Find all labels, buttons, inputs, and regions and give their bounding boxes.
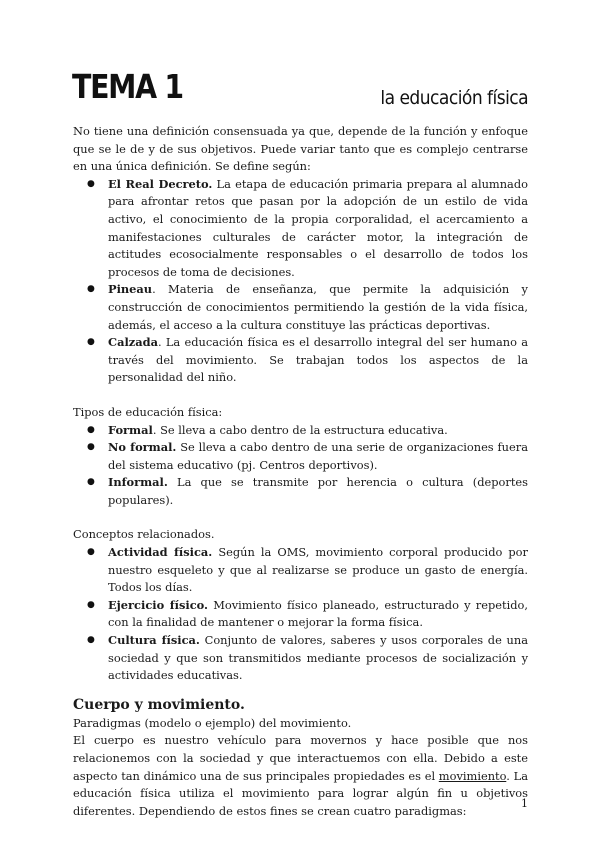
list-item (73, 176, 528, 282)
document-body (73, 123, 528, 820)
list-item (73, 544, 528, 597)
list-item (73, 281, 528, 334)
paragraph-text-start: El cuerpo es nuestro vehículo para movernos y hace posible que nos relacionemos con la sociedad y que interactuemos con ella. Debido a este aspecto tan dinámico una de sus principales propiedades es el (73, 733, 528, 783)
list-item-term: Cultura física. (108, 633, 200, 648)
list-item-term: Actividad física. (108, 545, 213, 560)
list-item (73, 597, 528, 632)
list-item-term: Informal. (108, 475, 168, 490)
section-subheading: Paradigmas (modelo o ejemplo) del movimiento. (73, 715, 352, 730)
list-item-term: No formal. (108, 440, 177, 455)
title-row (72, 67, 528, 118)
underlined-term: movimiento (438, 768, 507, 783)
section-paragraph (73, 732, 528, 820)
types-heading: Tipos de educación física: (73, 404, 223, 419)
list-item-text: . Materia de enseñanza, que permite la adquisición y construcción de conocimientos permitiendo la gestión de la vida física, además, el acceso a la cultura constituye las prácticas deportivas. (108, 282, 528, 332)
list-item-text: . Se lleva a cabo dentro de la estructura educativa. (152, 422, 448, 437)
list-item-text: Según la OMS, movimiento corporal producido por nuestro esqueleto y que al realizarse se produce un gasto de energía. Todos los días. (108, 545, 528, 595)
list-item-term: Ejercicio físico. (108, 597, 208, 612)
list-item-text: . La educación física es el desarrollo integral del ser humano a través del movimiento. Se trabajan todos los aspectos de la personalidad del niño. (108, 335, 528, 385)
concepts-list (73, 544, 528, 685)
list-item-term: Calzada (108, 335, 158, 350)
list-item-text: La que se transmite por herencia o cultura (deportes populares). (108, 475, 528, 507)
chapter-subtitle: la educación física (380, 87, 528, 109)
chapter-title: TEMA 1 (72, 67, 183, 106)
list-item-term: Pineau (108, 282, 153, 297)
list-item-text: Se lleva a cabo dentro de una serie de organizaciones fuera del sistema educativo (pj. Centros deportivos). (108, 440, 529, 472)
list-item (73, 334, 528, 387)
paragraph-text-end: . La educación física utiliza el movimiento para lograr algún fin u objetivos diferentes. Dependiendo de estos fines se crean cuatro paradigmas: (73, 768, 528, 818)
list-item (73, 632, 528, 685)
types-list (73, 422, 528, 510)
list-item (73, 422, 528, 440)
intro-paragraph: No tiene una definición consensuada ya que, depende de la función y enfoque que se le de y de sus objetivos. Puede variar tanto que es complejo centrarse en una única definición. Se define según: (73, 124, 528, 174)
list-item-text: Conjunto de valores, saberes y usos corporales de una sociedad y que son transmitidos mediante procesos de socialización y actividades educativas. (108, 633, 528, 683)
list-item-text: Movimiento físico planeado, estructurado y repetido, con la finalidad de mantener o mejorar la forma física. (108, 597, 529, 630)
list-item-term: El Real Decreto. (108, 176, 213, 191)
list-item-term: Formal (108, 422, 153, 437)
section-heading: Cuerpo y movimiento. (73, 696, 245, 713)
list-item (73, 474, 528, 509)
definitions-list (73, 176, 528, 387)
list-item-text: La etapa de educación primaria prepara al alumnado para afrontar retos que pasan por la adopción de un estilo de vida activo, el conocimiento de la propia corporalidad, el acercamiento a manifestaciones culturales de carácter motor, la integración de actitudes ecosocialmente responsables o el desarrollo de todos los procesos de toma de decisiones. (108, 176, 528, 279)
page-number: 1 (521, 797, 528, 810)
concepts-heading: Conceptos relacionados. (73, 527, 215, 542)
list-item (73, 439, 528, 474)
